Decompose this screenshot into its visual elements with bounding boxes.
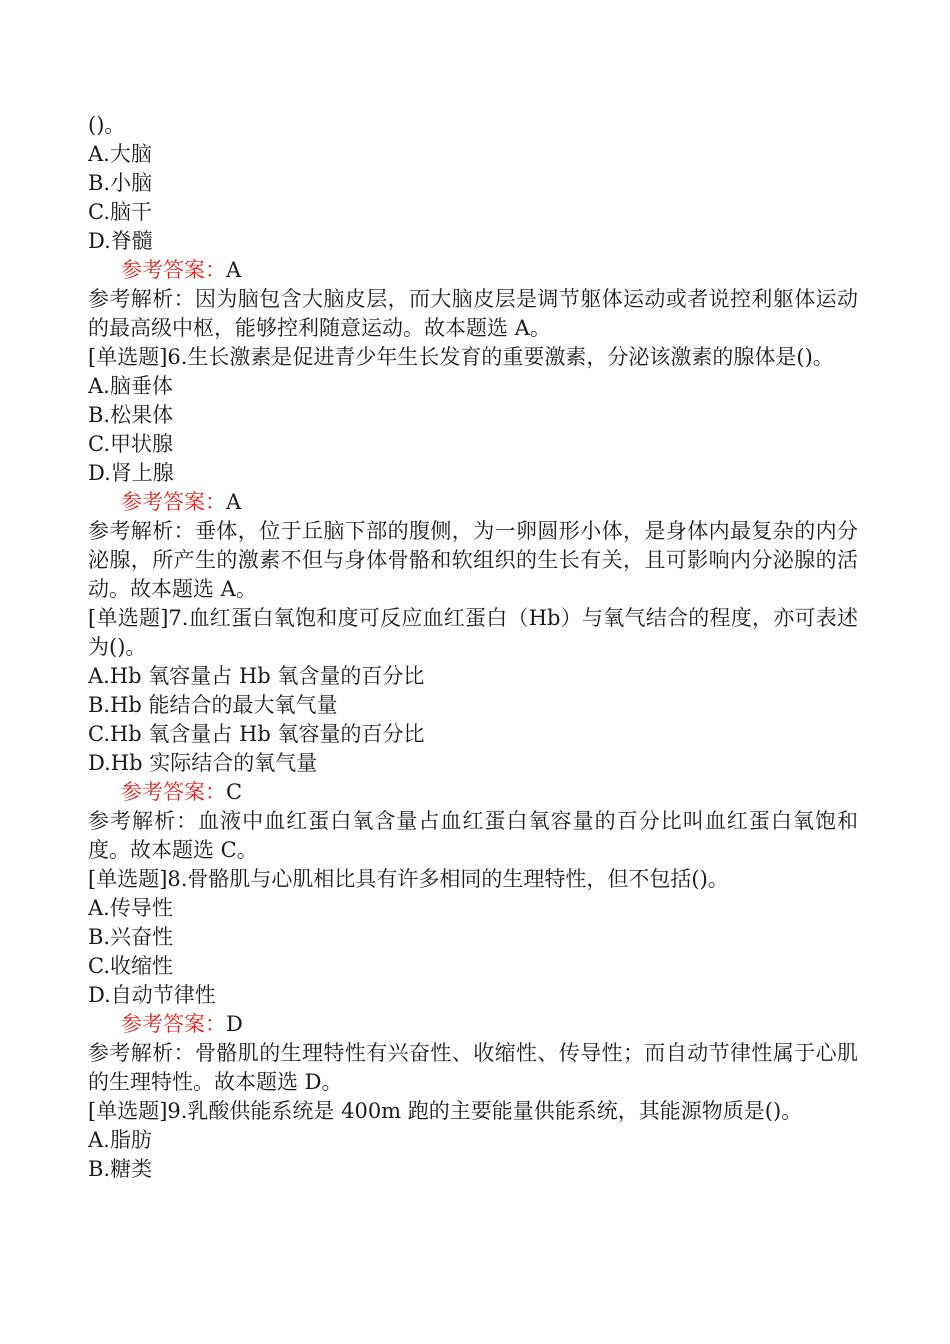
answer-label: 参考答案：	[121, 1012, 226, 1036]
question-tail: ()。	[88, 113, 126, 137]
option-a: A.传导性	[88, 896, 173, 920]
question-7: [单选题]7.血红蛋白氧饱和度可反应血红蛋白（Hb）与氧气结合的程度，亦可表述为()。	[88, 606, 858, 659]
reference-answer	[88, 1010, 858, 1039]
answer-value: C	[226, 780, 243, 804]
option-d: D.脊髓	[88, 229, 153, 253]
answer-label: 参考答案：	[121, 780, 226, 804]
explanation: 参考解析：垂体，位于丘脑下部的腹侧，为一卵圆形小体，是身体内最复杂的内分泌腺，所产生的激素不但与身体骨骼和软组织的生长有关，且可影响内分泌腺的活动。故本题选 A。	[88, 519, 858, 601]
option-a: A.脑垂体	[88, 374, 173, 398]
explanation: 参考解析：血液中血红蛋白氧含量占血红蛋白氧容量的百分比叫血红蛋白氧饱和度。故本题选 C。	[88, 809, 858, 862]
option-d: D.Hb 实际结合的氧气量	[88, 751, 318, 775]
answer-value: A	[226, 490, 242, 514]
option-b: B.松果体	[88, 403, 174, 427]
reference-answer	[88, 256, 858, 285]
question-9: [单选题]9.乳酸供能系统是 400m 跑的主要能量供能系统，其能源物质是()。	[88, 1099, 803, 1123]
option-a: A.Hb 氧容量占 Hb 氧含量的百分比	[88, 664, 425, 688]
option-a: A.大脑	[88, 142, 152, 166]
option-c: C.甲状腺	[88, 432, 173, 456]
document-page	[88, 111, 858, 1184]
option-b: B.兴奋性	[88, 925, 174, 949]
explanation: 参考解析：骨骼肌的生理特性有兴奋性、收缩性、传导性；而自动节律性属于心肌的生理特性。故本题选 D。	[88, 1041, 858, 1094]
answer-value: A	[226, 258, 242, 282]
answer-label: 参考答案：	[121, 490, 226, 514]
option-c: C.Hb 氧含量占 Hb 氧容量的百分比	[88, 722, 425, 746]
option-d: D.肾上腺	[88, 461, 174, 485]
reference-answer	[88, 778, 858, 807]
option-b: B.糖类	[88, 1157, 153, 1181]
option-c: C.脑干	[88, 200, 152, 224]
option-d: D.自动节律性	[88, 983, 216, 1007]
answer-value: D	[226, 1012, 243, 1036]
answer-label: 参考答案：	[121, 258, 226, 282]
explanation: 参考解析：因为脑包含大脑皮层，而大脑皮层是调节躯体运动或者说控利躯体运动的最高级中枢，能够控利随意运动。故本题选 A。	[88, 287, 858, 340]
question-6: [单选题]6.生长激素是促进青少年生长发育的重要激素，分泌该激素的腺体是()。	[88, 345, 834, 369]
option-b: B.小脑	[88, 171, 153, 195]
option-b: B.Hb 能结合的最大氧气量	[88, 693, 338, 717]
reference-answer	[88, 488, 858, 517]
option-a: A.脂肪	[88, 1128, 152, 1152]
option-c: C.收缩性	[88, 954, 173, 978]
question-8: [单选题]8.骨骼肌与心肌相比具有许多相同的生理特性，但不包括()。	[88, 867, 729, 891]
